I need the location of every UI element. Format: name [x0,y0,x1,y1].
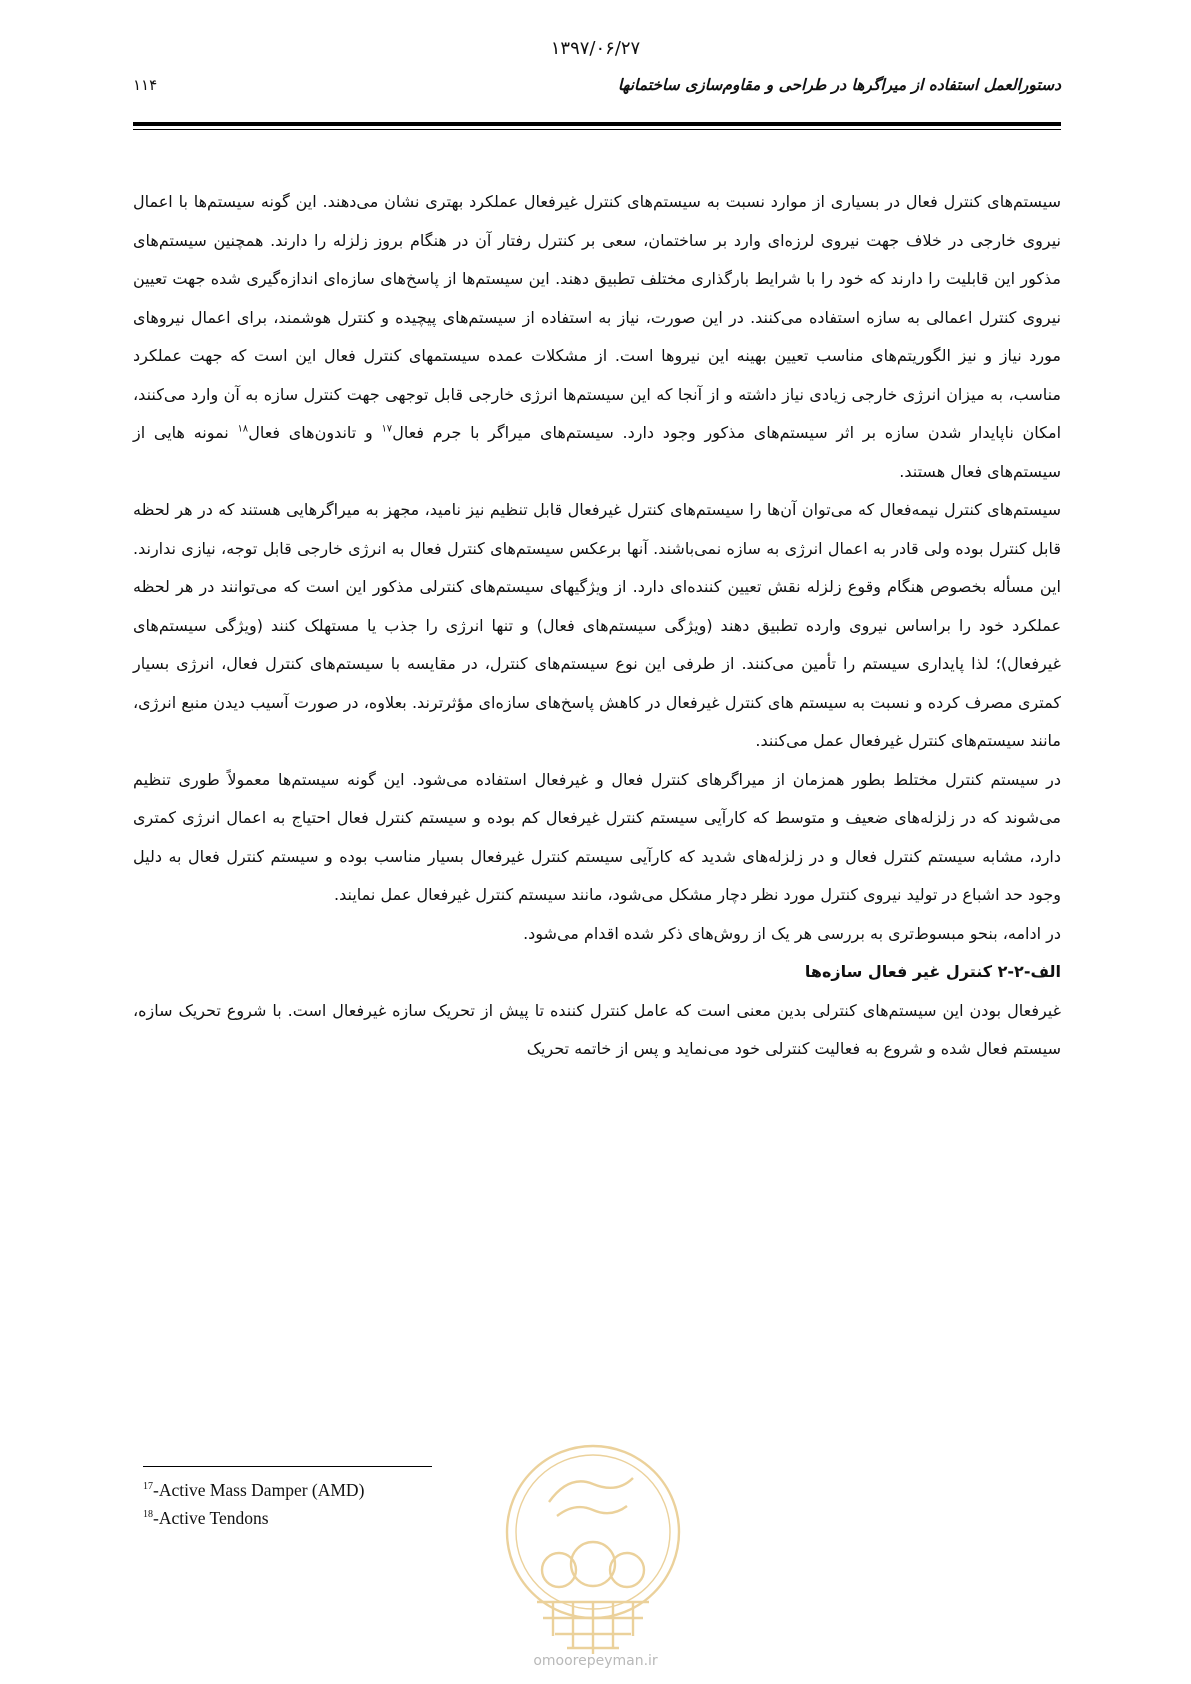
paragraph-text: و تاندون‌های فعال [248,423,382,442]
footnote-ref-18: ۱۸ [237,423,249,435]
paragraph-semi-active: سیستم‌های کنترل نیمه‌فعال که می‌توان آن‌ها را سیستم‌های کنترل غیرفعال قابل تنظیم نیز نامید، مجهز به میراگرهایی هستند که در هر لحظه قابل کنترل بوده ولی قادر به اعمال انرژی به سازه نمی‌باشند. آنها برعکس سیستم‌های کنترل فعال به انرژی خارجی قابل توجه، نیازی ندارند. این مسأله بخصوص هنگام وقوع زلزله نقش تعیین کننده‌ای دارد. از ویژگیهای سیستم‌های کنترلی مذکور این است که می‌توانند در هر لحظه عملکرد خود را براساس نیروی وارده تطبیق دهند (ویژگی سیستم‌های فعال) و تنها انرژی را جذب یا مستهلک کنند (ویژگی سیستم‌های غیرفعال)؛ لذا پایداری سیستم را تأمین می‌کنند. از طرفی این نوع سیستم‌های کنترل، در مقایسه با سیستم‌های کنترل فعال، انرژی بسیار کمتری مصرف کرده و نسبت به سیستم های کنترل غیرفعال در کاهش پاسخ‌های سازه‌ای مؤثرترند. بعلاوه، در صورت آسیب دیدن منبع انرژی، مانند سیستم‌های کنترل غیرفعال عمل می‌کنند. [133,500,1061,750]
date-line: ۱۳۹۷/۰۶/۲۷ [550,38,641,59]
footnote-ref-17: ۱۷ [381,423,393,435]
body-text [133,183,1061,1069]
paragraph-passive-control: غیرفعال بودن این سیستم‌های کنترلی بدین معنی است که عامل کنترل کننده تا پیش از تحریک سازه غیرفعال است. با شروع تحریک سازه، سیستم فعال شده و شروع به فعالیت کنترلی خود می‌نماید و پس از خاتمه تحریک [133,1000,1061,1058]
paragraph-transition: در ادامه، بنحو مبسوط‌تری به بررسی هر یک از روش‌های ذکر شده اقدام می‌شود. [523,923,1061,943]
footnote-separator [143,1466,432,1467]
paragraph-text: سیستم‌های کنترل فعال در بسیاری از موارد نسبت به سیستم‌های کنترل غیرفعال عملکرد بهتری نشان می‌دهند. این گونه سیستم‌ها با اعمال نیروی خارجی در خلاف جهت نیروی لرزه‌ای وارد بر ساختمان، سعی بر کنترل رفتار آن در هنگام بروز زلزله را دارند. همچنین سیستم‌های مذکور این قابلیت را دارند که خود را با شرایط بارگذاری مختلف تطبیق دهند. این سیستم‌ها از پاسخ‌های سازه‌ای اندازه‌گیری شده جهت تعیین نیروی کنترل اعمالی به سازه استفاده می‌کنند. در این صورت، نیاز به استفاده از سیستم‌های پیچیده و کنترل هوشمند، برای اعمال نیروهای مورد نیاز و نیز الگوریتم‌های مناسب تعیین بهینه این نیروها است. از مشکلات عمده سیستمهای کنترل فعال این است که جهت عملکرد مناسب، به میزان انرژی خارجی زیادی نیاز داشته و از آنجا که این سیستم‌ها انرژی خارجی قابل توجهی جهت کنترل سازه به آن وارد می‌کنند، امکان ناپایدار شدن سازه بر اثر سیستم‌های مذکور وجود دارد. سیستم‌های میراگر با جرم فعال [133,192,1062,442]
header-rule-thick [133,122,1061,126]
footnote-text: -Active Mass Damper (AMD) [153,1480,365,1500]
paragraph-text: نمونه هایی از سیستم‌های فعال هستند. [133,423,1061,481]
watermark-site-url: omoorepeyman.ir [533,1653,658,1669]
footnote-text: -Active Tendons [153,1508,269,1528]
paragraph-active-control [133,183,1061,491]
running-header [133,76,1061,100]
section-heading: الف-۲-۲ کنترل غیر فعال سازه‌ها [804,962,1061,981]
footnote-number: 17 [143,1481,153,1493]
paragraph-hybrid: در سیستم کنترل مختلط بطور همزمان از میراگرهای کنترل فعال و غیرفعال استفاده می‌شود. این گونه سیستم‌ها معمولاً طوری تنظیم می‌شوند که در زلزله‌های ضعیف و متوسط که کارآیی سیستم کنترل غیرفعال کم بوده و سیستم کنترل فعال احتیاج به اعمال انرژی کمتری دارد، مشابه سیستم کنترل فعال و در زلزله‌های شدید که کارآیی سیستم کنترل غیرفعال بسیار مناسب بوده و سیستم کنترل فعال به دلیل وجود حد اشباع در تولید نیروی کنترل مورد نظر دچار مشکل می‌شود، مانند سیستم کنترل غیرفعال عمل نمایند. [133,769,1061,904]
footnote-number: 18 [143,1509,153,1521]
header-rule-thin [133,129,1061,130]
running-title: دستورالعمل استفاده از میراگرها در طراحی و مقاوم‌سازی ساختمانها [617,76,1061,94]
page-number: ۱۱۴ [133,76,158,94]
watermark-logo-icon [497,1442,689,1660]
